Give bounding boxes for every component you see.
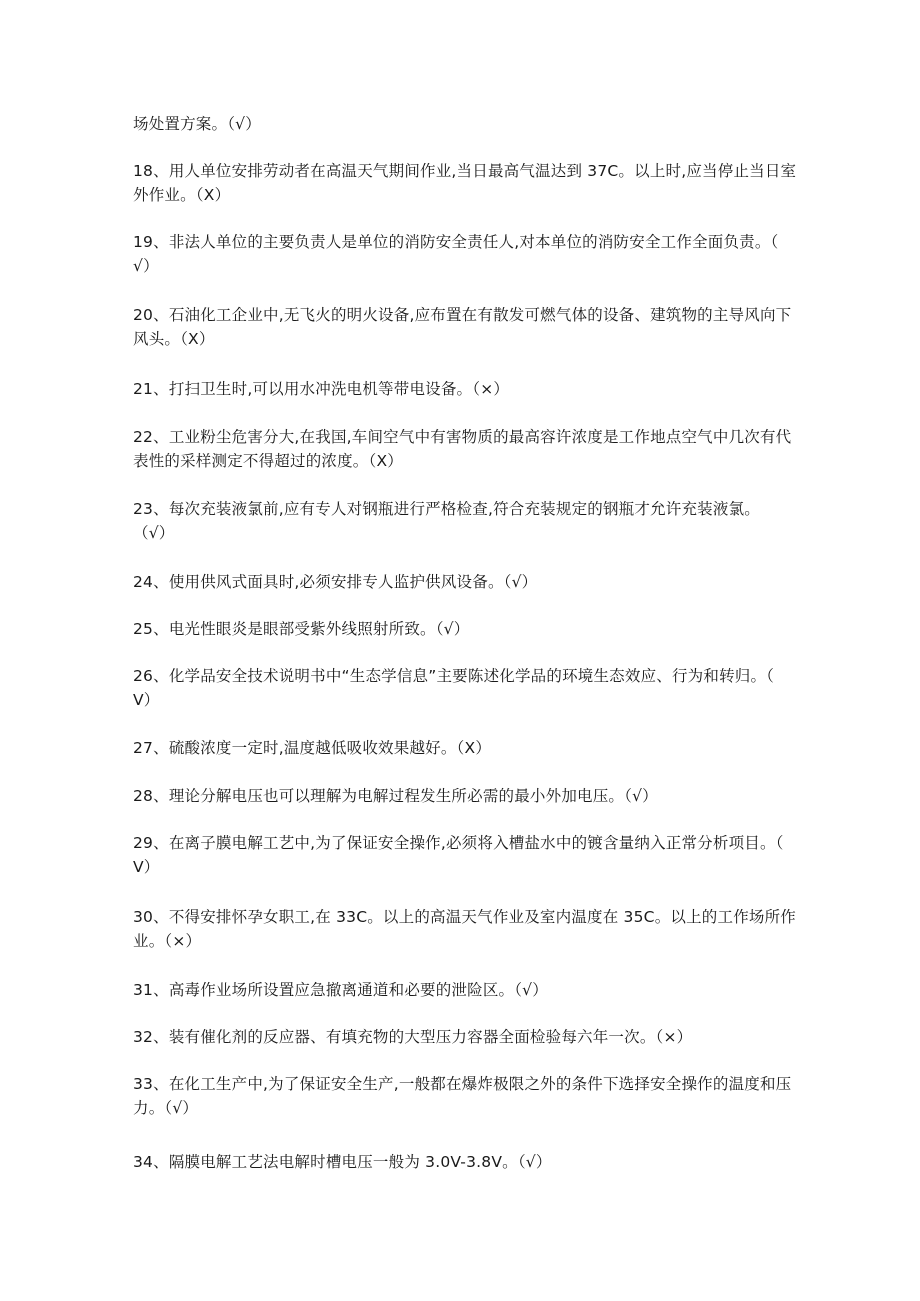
item-line: 26、化学品安全技术说明书中“生态学信息”主要陈述化学品的环境生态效应、行为和转归。（ [133,667,775,685]
item-line: 场处置方案。（√） [133,115,261,133]
item-28 [133,784,793,808]
item-30 [133,905,796,953]
item-line: 业。（×） [133,932,202,950]
item-17-continuation [133,112,793,136]
item-26 [133,664,793,712]
item-25 [133,617,793,641]
item-line: V） [133,858,160,876]
item-line: 18、用人单位安排劳动者在高温天气期间作业,当日最高气温达到 37C。以上时,应当停止当日室 [133,162,797,180]
item-line: 32、装有催化剂的反应器、有填充物的大型压力容器全面检验每六年一次。（×） [133,1028,693,1046]
item-line: 31、高毒作业场所设置应急撤离通道和必要的泄险区。（√） [133,981,548,999]
item-21 [133,377,793,401]
item-line: 20、石油化工企业中,无飞火的明火设备,应布置在有散发可燃气体的设备、建筑物的主导风向下 [133,306,792,324]
item-line: 27、硫酸浓度一定时,温度越低吸收效果越好。（X） [133,739,492,757]
item-29 [133,831,793,879]
item-line: （√） [133,524,175,542]
item-33 [133,1072,793,1120]
item-line: 表性的采样测定不得超过的浓度。（X） [133,452,403,470]
item-line: 25、电光性眼炎是眼部受紫外线照射所致。（√） [133,620,470,638]
item-32 [133,1025,793,1049]
item-31 [133,978,793,1002]
item-line: 29、在离子膜电解工艺中,为了保证安全操作,必须将入槽盐水中的镀含量纳入正常分析项目。（ [133,834,784,852]
item-line: 30、不得安排怀孕女职工,在 33C。以上的高温天气作业及室内温度在 35C。以上的工作场所作 [133,908,796,926]
item-23 [133,497,793,545]
item-24 [133,570,793,594]
item-line: 28、理论分解电压也可以理解为电解过程发生所必需的最小外加电压。（√） [133,787,658,805]
item-line: 22、工业粉尘危害分大,在我国,车间空气中有害物质的最高容许浓度是工作地点空气中几次有代 [133,428,792,446]
item-line: V） [133,691,160,709]
item-line: 24、使用供风式面具时,必须安排专人监护供风设备。（√） [133,573,538,591]
item-line: 力。（√） [133,1099,199,1117]
item-line: 33、在化工生产中,为了保证安全生产,一般都在爆炸极限之外的条件下选择安全操作的温度和压 [133,1075,792,1093]
item-27 [133,736,793,760]
item-line: 21、打扫卫生时,可以用水冲洗电机等带电设备。（×） [133,380,510,398]
item-line: 23、每次充装液氯前,应有专人对钢瓶进行严格检查,符合充装规定的钢瓶才允许充装液氯。 [133,500,760,518]
item-18 [133,159,797,207]
item-22 [133,425,793,473]
item-line: √） [133,257,159,275]
item-20 [133,303,793,351]
item-line: 风头。（X） [133,330,215,348]
item-line: 34、隔膜电解工艺法电解时槽电压一般为 3.0V-3.8V。（√） [133,1153,552,1171]
item-19 [133,230,793,278]
item-line: 19、非法人单位的主要负责人是单位的消防安全责任人,对本单位的消防安全工作全面负责。（ [133,233,779,251]
item-34 [133,1150,793,1174]
item-line: 外作业。（X） [133,186,231,204]
